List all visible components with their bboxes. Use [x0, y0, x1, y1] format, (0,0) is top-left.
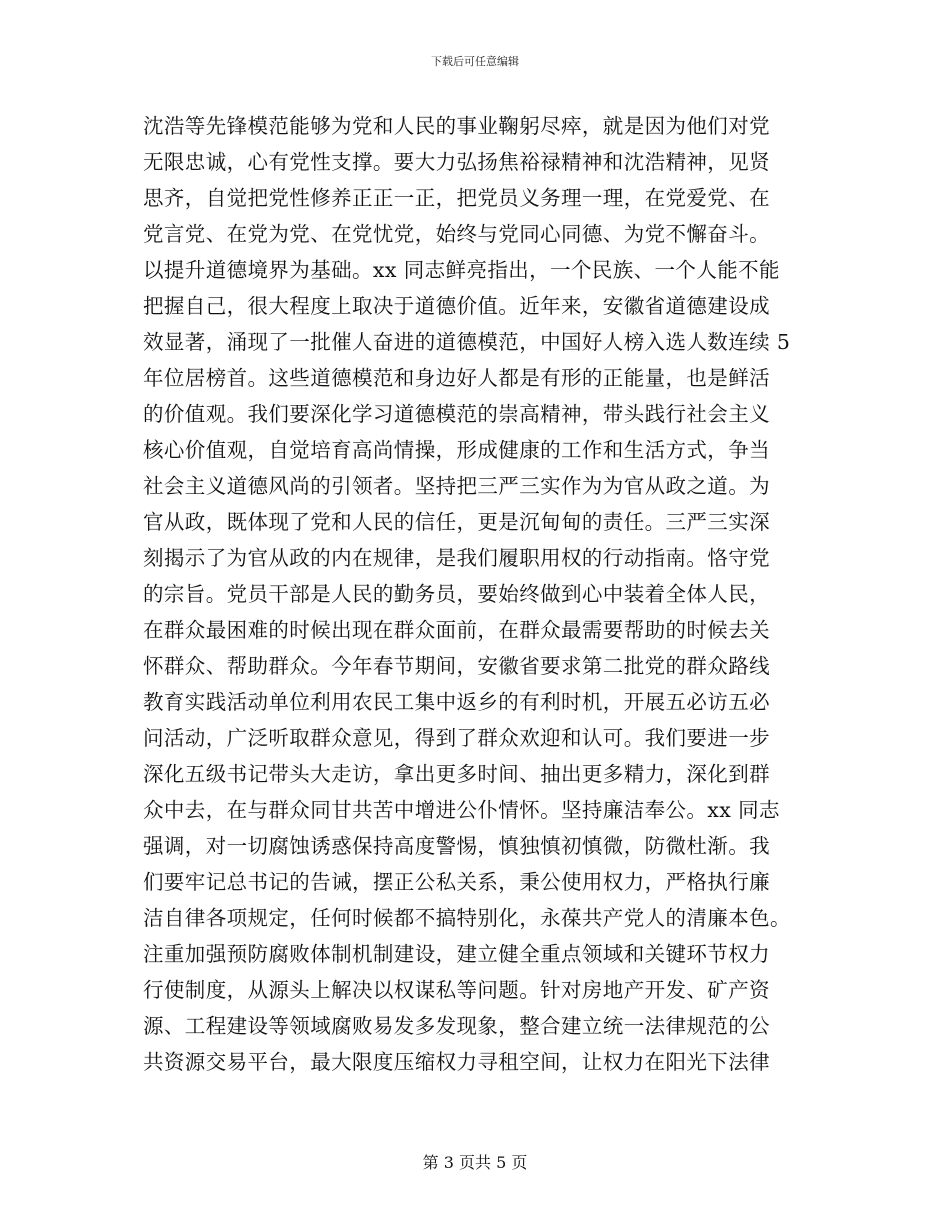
text-line: 刻揭示了为官从政的内在规律，是我们履职用权的行动指南。恪守党 — [143, 546, 770, 570]
text-line: 深化五级书记带头大走访，拿出更多时间、抽出更多精力，深化到群 — [143, 762, 770, 786]
text-line: 问活动，广泛听取群众意见，得到了群众欢迎和认可。我们要进一步 — [143, 726, 770, 750]
text-line: 的价值观。我们要深化学习道德模范的崇高精神，带头践行社会主义 — [143, 402, 770, 426]
text-line: 们要牢记总书记的告诫，摆正公私关系，秉公使用权力，严格执行廉 — [143, 870, 770, 894]
text-line: 官从政，既体现了党和人民的信任，更是沉甸甸的责任。三严三实深 — [143, 510, 770, 534]
text-line: 把握自己，很大程度上取决于道德价值。近年来，安徽省道德建设成 — [143, 294, 770, 318]
text-line: 众中去，在与群众同甘共苦中增进公仆情怀。坚持廉洁奉公。xx 同志 — [143, 798, 780, 822]
page-footer: 第 3 页共 5 页 — [422, 1153, 528, 1172]
page-header: 下载后可任意编辑 — [431, 55, 519, 68]
text-line: 强调，对一切腐蚀诱惑保持高度警惕，慎独慎初慎微，防微杜渐。我 — [143, 834, 770, 858]
text-line: 的宗旨。党员干部是人民的勤务员，要始终做到心中装着全体人民， — [143, 582, 770, 606]
text-line: 共资源交易平台，最大限度压缩权力寻租空间，让权力在阳光下法律 — [143, 1050, 770, 1074]
document-body — [143, 108, 813, 1080]
text-line: 行使制度，从源头上解决以权谋私等问题。针对房地产开发、矿产资 — [143, 978, 770, 1002]
text-line: 无限忠诚，心有党性支撑。要大力弘扬焦裕禄精神和沈浩精神，见贤 — [143, 150, 770, 174]
text-line: 党言党、在党为党、在党忧党，始终与党同心同德、为党不懈奋斗。 — [143, 222, 770, 246]
text-line: 以提升道德境界为基础。xx 同志鲜亮指出，一个民族、一个人能不能 — [143, 258, 780, 282]
text-line: 教育实践活动单位利用农民工集中返乡的有利时机，开展五必访五必 — [143, 690, 770, 714]
text-line: 洁自律各项规定，任何时候都不搞特别化，永葆共产党人的清廉本色。 — [143, 906, 791, 930]
text-line: 在群众最困难的时候出现在群众面前，在群众最需要帮助的时候去关 — [143, 618, 770, 642]
text-line: 社会主义道德风尚的引领者。坚持把三严三实作为为官从政之道。为 — [143, 474, 770, 498]
text-line: 沈浩等先锋模范能够为党和人民的事业鞠躬尽瘁，就是因为他们对党 — [143, 114, 770, 138]
text-line: 注重加强预防腐败体制机制建设，建立健全重点领域和关键环节权力 — [143, 942, 770, 966]
text-line: 效显著，涌现了一批催人奋进的道德模范，中国好人榜入选人数连续 5 — [143, 330, 791, 354]
text-line: 年位居榜首。这些道德模范和身边好人都是有形的正能量，也是鲜活 — [143, 366, 770, 390]
text-line: 源、工程建设等领域腐败易发多发现象，整合建立统一法律规范的公 — [143, 1014, 770, 1038]
text-line: 怀群众、帮助群众。今年春节期间，安徽省要求第二批党的群众路线 — [143, 654, 770, 678]
text-line: 思齐，自觉把党性修养正正一正，把党员义务理一理，在党爱党、在 — [143, 186, 770, 210]
text-line: 核心价值观，自觉培育高尚情操，形成健康的工作和生活方式，争当 — [143, 438, 770, 462]
